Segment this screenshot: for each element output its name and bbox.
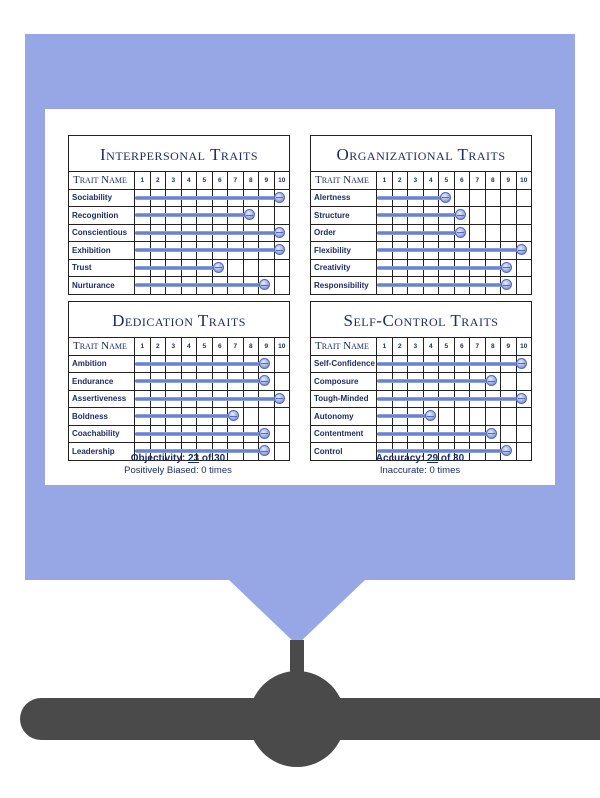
- trait-row: [69, 206, 289, 224]
- header-number: 7: [228, 172, 244, 189]
- trait-row: [69, 224, 289, 242]
- score-subtext: Inaccurate: 0 times: [379, 465, 461, 476]
- trait-row: [311, 407, 531, 425]
- trait-name: Endurance: [69, 373, 135, 390]
- trait-name: Conscientious: [69, 225, 135, 242]
- timeline-node: [249, 671, 345, 767]
- trait-level-knob: [274, 393, 285, 404]
- trait-level-knob: [455, 227, 466, 238]
- header-row: [311, 171, 531, 189]
- panel-title: Self-Control Traits: [343, 311, 499, 330]
- trait-name: Responsibility: [311, 277, 377, 294]
- trait-level-bar: [135, 432, 264, 436]
- header-number: 8: [244, 172, 260, 189]
- trait-level-bar: [377, 231, 461, 235]
- trait-level-bar: [377, 362, 521, 366]
- header-number: 2: [393, 338, 409, 355]
- header-number: 10: [278, 342, 286, 350]
- trait-report-card: [45, 109, 555, 485]
- trait-level-knob: [501, 262, 512, 273]
- trait-level-bar: [135, 379, 264, 383]
- trait-row: [69, 276, 289, 294]
- trait-level-bar: [135, 231, 279, 235]
- trait-level-knob: [259, 279, 270, 290]
- header-number: 6: [213, 338, 229, 355]
- trait-name: Control: [311, 443, 377, 460]
- trait-level-knob: [213, 262, 224, 273]
- trait-level-bar: [377, 266, 506, 270]
- trait-name: Sociability: [69, 190, 135, 207]
- header-number: 6: [213, 172, 229, 189]
- trait-row: [69, 390, 289, 408]
- trait-row: [311, 355, 531, 373]
- trait-level-knob: [516, 244, 527, 255]
- score-label: Objectivity:: [130, 453, 186, 464]
- trait-name: Creativity: [311, 260, 377, 277]
- trait-level-bar: [377, 432, 491, 436]
- header-number: 4: [424, 338, 440, 355]
- trait-row: [69, 355, 289, 373]
- trait-name: Tough-Minded: [311, 391, 377, 408]
- trait-name: Leadership: [69, 443, 135, 460]
- trait-row: [311, 224, 531, 242]
- trait-name: Ambition: [69, 356, 135, 373]
- header-number: 1: [377, 172, 393, 189]
- trait-name: Structure: [311, 207, 377, 224]
- panel-self-control-traits: [310, 301, 532, 461]
- panel-interpersonal-traits: [68, 135, 290, 295]
- trait-level-knob: [259, 428, 270, 439]
- trait-level-bar: [135, 266, 219, 270]
- trait-row: [311, 206, 531, 224]
- trait-name: Flexibility: [311, 242, 377, 259]
- trait-level-knob: [516, 358, 527, 369]
- trait-row: [311, 276, 531, 294]
- header-number: 2: [151, 338, 167, 355]
- trait-level-knob: [486, 375, 497, 386]
- header-row: [69, 337, 289, 355]
- header-number: 3: [408, 172, 424, 189]
- trait-level-knob: [440, 192, 451, 203]
- header-number: 4: [182, 172, 198, 189]
- trait-level-knob: [501, 279, 512, 290]
- trait-level-bar: [377, 213, 461, 217]
- header-number: 9: [501, 172, 517, 189]
- trait-name: Alertness: [311, 190, 377, 207]
- trait-level-knob: [516, 393, 527, 404]
- header-number: 1: [377, 338, 393, 355]
- header-number: 7: [470, 172, 486, 189]
- trait-level-bar: [135, 248, 279, 252]
- header-number: 2: [393, 172, 409, 189]
- trait-level-knob: [274, 192, 285, 203]
- trait-level-bar: [377, 379, 491, 383]
- header-number: 1: [135, 338, 151, 355]
- trait-row: [69, 189, 289, 207]
- trait-row: [311, 189, 531, 207]
- header-number: 10: [520, 342, 528, 350]
- trait-level-bar: [377, 283, 506, 287]
- trait-level-knob: [274, 227, 285, 238]
- trait-row: [311, 241, 531, 259]
- header-number: 8: [486, 172, 502, 189]
- header-number: 8: [244, 338, 260, 355]
- trait-row: [69, 259, 289, 277]
- trait-name: Order: [311, 225, 377, 242]
- trait-level-bar: [135, 213, 249, 217]
- trait-level-bar: [135, 362, 264, 366]
- header-number: 6: [455, 338, 471, 355]
- header-number: 10: [278, 176, 286, 184]
- header-number: 6: [455, 172, 471, 189]
- trait-level-bar: [135, 397, 279, 401]
- header-label: Trait Name: [311, 172, 377, 189]
- header-number: 3: [408, 338, 424, 355]
- trait-row: [69, 407, 289, 425]
- trait-row: [311, 390, 531, 408]
- header-label: Trait Name: [69, 338, 135, 355]
- objectivity-score: [68, 453, 288, 477]
- trait-level-knob: [274, 244, 285, 255]
- trait-row: [69, 372, 289, 390]
- score-label: Accuracy:: [375, 453, 425, 464]
- trait-level-knob: [244, 209, 255, 220]
- trait-level-bar: [377, 397, 521, 401]
- trait-row: [69, 241, 289, 259]
- score-suffix: of 30: [201, 453, 226, 464]
- header-number: 5: [439, 338, 455, 355]
- trait-name: Recognition: [69, 207, 135, 224]
- trait-level-bar: [377, 248, 521, 252]
- header-number: 4: [424, 172, 440, 189]
- header-number: 8: [486, 338, 502, 355]
- accuracy-score: [310, 453, 530, 477]
- trait-row: [311, 425, 531, 443]
- trait-row: [311, 259, 531, 277]
- trait-name: Nurturance: [69, 277, 135, 294]
- header-row: [311, 337, 531, 355]
- header-number: 5: [197, 338, 213, 355]
- trait-level-knob: [486, 428, 497, 439]
- trait-name: Coachability: [69, 426, 135, 443]
- panel-title: Dedication Traits: [112, 311, 246, 330]
- score-value: 23: [188, 453, 200, 464]
- panel-dedication-traits: [68, 301, 290, 461]
- score-subtext: Positively Biased: 0 times: [124, 465, 232, 476]
- header-number: 5: [197, 172, 213, 189]
- trait-level-bar: [377, 196, 445, 200]
- header-number: 10: [520, 176, 528, 184]
- trait-row: [69, 425, 289, 443]
- header-number: 7: [228, 338, 244, 355]
- trait-name: Exhibition: [69, 242, 135, 259]
- header-label: Trait Name: [69, 172, 135, 189]
- header-number: 7: [470, 338, 486, 355]
- panel-title: Interpersonal Traits: [100, 145, 258, 164]
- header-label: Trait Name: [311, 338, 377, 355]
- header-number: 1: [135, 172, 151, 189]
- trait-level-bar: [377, 414, 430, 418]
- header-number: 2: [151, 172, 167, 189]
- trait-name: Assertiveness: [69, 391, 135, 408]
- trait-level-knob: [259, 375, 270, 386]
- header-number: 9: [501, 338, 517, 355]
- header-number: 3: [166, 338, 182, 355]
- trait-level-knob: [259, 358, 270, 369]
- header-number: 9: [259, 338, 275, 355]
- panel-title: Organizational Traits: [336, 145, 506, 164]
- trait-name: Contentment: [311, 426, 377, 443]
- trait-level-bar: [135, 196, 279, 200]
- trait-level-bar: [135, 283, 264, 287]
- trait-level-bar: [135, 414, 234, 418]
- trait-name: Autonomy: [311, 408, 377, 425]
- trait-name: Composure: [311, 373, 377, 390]
- header-number: 5: [439, 172, 455, 189]
- header-number: 9: [259, 172, 275, 189]
- header-number: 4: [182, 338, 198, 355]
- trait-level-knob: [425, 410, 436, 421]
- header-number: 3: [166, 172, 182, 189]
- trait-name: Self-Confidence: [311, 356, 377, 373]
- trait-name: Trust: [69, 260, 135, 277]
- score-suffix: of 30: [440, 453, 465, 464]
- panel-organizational-traits: [310, 135, 532, 295]
- trait-name: Boldness: [69, 408, 135, 425]
- trait-row: [311, 372, 531, 390]
- score-value: 29: [426, 453, 439, 464]
- header-row: [69, 171, 289, 189]
